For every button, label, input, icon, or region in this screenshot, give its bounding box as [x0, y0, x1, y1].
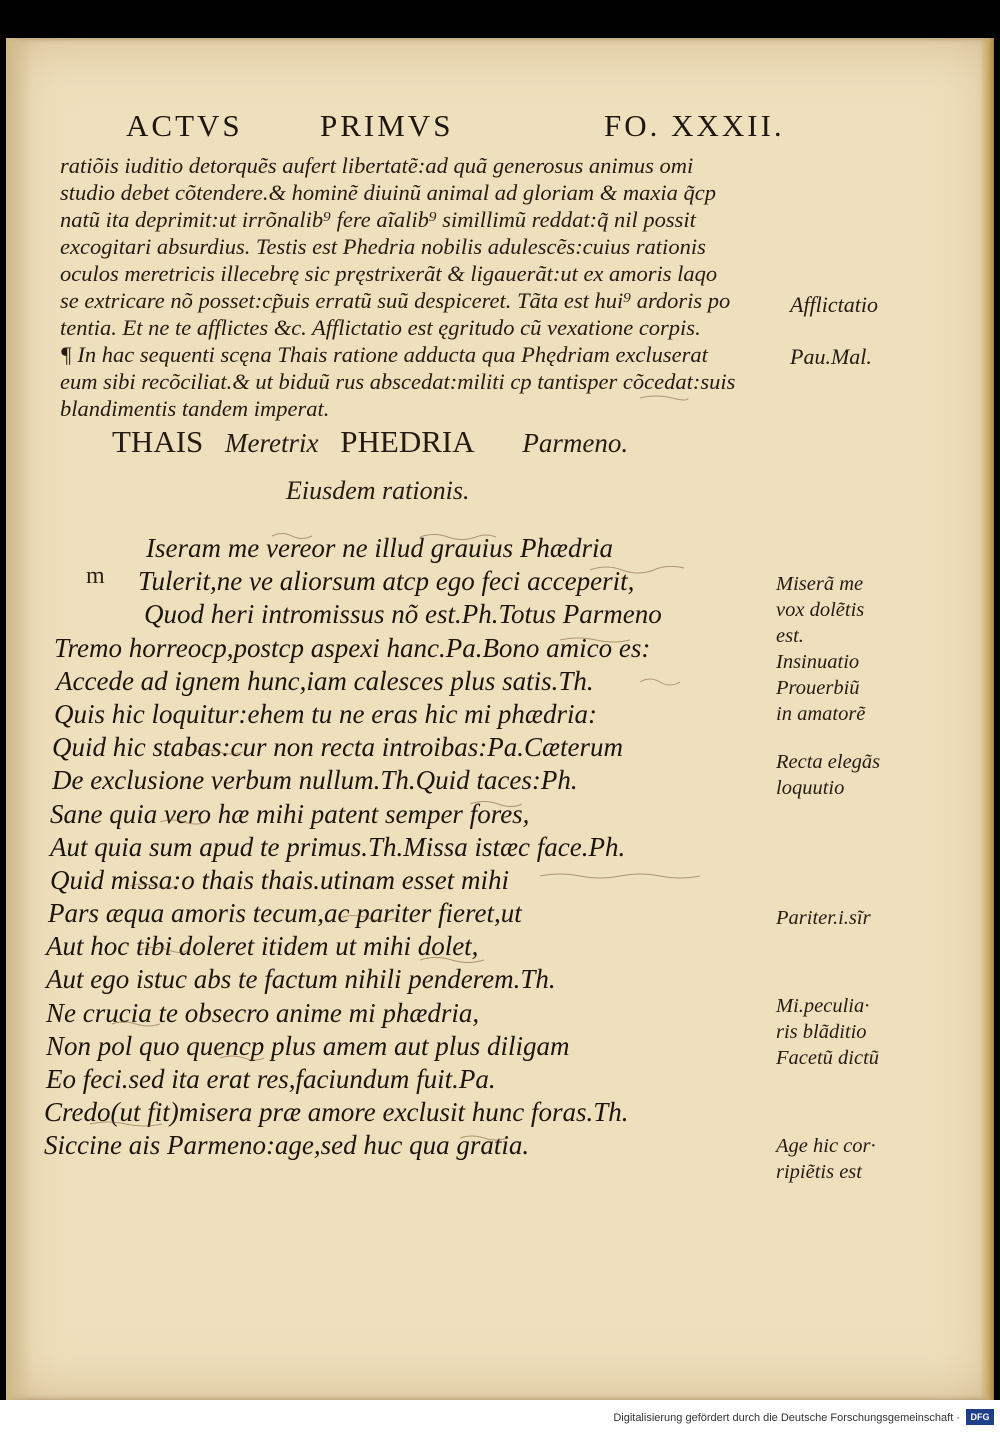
person-parmeno: Parmeno.	[522, 428, 629, 458]
header-primus: PRIMVS	[320, 108, 454, 143]
margin-note: Miserã me	[776, 573, 864, 595]
verse-line: Credo(ut fit)misera præ amore exclusit hunc foras.Th.	[44, 1097, 629, 1128]
gloss-stroke	[272, 534, 312, 539]
margin-note: ris blãditio	[776, 1021, 867, 1043]
gloss-stroke	[140, 948, 188, 953]
verse-line: Tremo horreocp,postcp aspexi hanc.Pa.Bono amico es:	[54, 632, 651, 663]
gloss-stroke	[540, 874, 700, 878]
gloss-stroke	[112, 1022, 160, 1026]
margin-note: Prouerbiũ	[776, 677, 860, 699]
margin-note: in amatorẽ	[776, 703, 866, 725]
margin-note: Mi.peculia·	[776, 995, 870, 1017]
commentary-line: blandimentis tandem imperat.	[60, 396, 330, 421]
verse-line: Quis hic loquitur:ehem tu ne eras hic mi phædria:	[54, 698, 597, 729]
gloss-stroke	[130, 884, 178, 888]
gloss-stroke	[460, 1136, 508, 1140]
commentary-line: tentia. Et ne te afflictes &c. Afflictatio est ęgritudo cũ vexatione corpis.	[60, 315, 701, 340]
gloss-stroke	[160, 820, 208, 824]
verse-line: Tulerit,ne ve aliorsum atcp ego feci acceperit,	[138, 566, 635, 597]
note-afflictatio: Afflictatio	[790, 292, 878, 317]
margin-note: Age hic cor·	[776, 1135, 876, 1157]
commentary-line: excogitari absurdius. Testis est Phedria nobilis adulescẽs:cuius rationis	[60, 234, 706, 259]
verse-line: Siccine ais Parmeno:age,sed huc qua gratia.	[44, 1130, 530, 1161]
margin-note: Facetũ dictũ	[776, 1047, 880, 1069]
margin-note: ripiẽtis est	[776, 1161, 862, 1183]
verse-line: Accede ad ignem hunc,iam calesces plus satis.Th.	[56, 665, 594, 696]
gloss-stroke	[560, 638, 630, 642]
commentary-line: oculos meretricis illecebrę sic pręstrixerãt & ligauerãt:ut ex amoris laqo	[60, 261, 718, 286]
verse-line: De exclusione verbum nullum.Th.Quid taces:Ph.	[52, 765, 578, 796]
dfg-logo: DFG	[966, 1409, 994, 1425]
verse-line: Quid hic stabas:cur non recta introibas:Pa.Cæterum	[52, 732, 623, 763]
gloss-stroke	[220, 1056, 264, 1060]
gloss-stroke	[590, 566, 684, 573]
verse-line: Quod heri intromissus nõ est.Ph.Totus Parmeno	[144, 599, 662, 630]
gloss-stroke	[640, 679, 680, 685]
funding-credit: Digitalisierung gefördert durch die Deutsche Forschungsgemeinschaft ·	[613, 1412, 960, 1424]
verse-line: Ne crucia te obsecro anime mi phædria,	[46, 997, 480, 1028]
margin-note: est.	[776, 625, 804, 647]
margin-note: Recta elegãs	[776, 751, 881, 773]
commentary-line: eum sibi recõciliat.& ut biduũ rus abscedat:militi cp tantisper cõcedat:suis	[60, 369, 736, 394]
person-phedria: PHEDRIA	[340, 424, 475, 459]
verse-line: Non pol quo quencp plus amem aut plus diligam	[46, 1030, 570, 1061]
gloss-stroke	[340, 916, 396, 921]
commentary-line: ratiõis iuditio detorquẽs aufert libertatẽ:ad quã generosus animus omi	[60, 153, 694, 178]
gloss-stroke	[470, 802, 522, 807]
person-meretrix: Meretrix	[225, 428, 319, 458]
verse-line: Aut quia sum apud te primus.Th.Missa istæc face.Ph.	[50, 831, 626, 862]
margin-note: vox dolẽtis	[776, 599, 865, 621]
verse-line: Aut ego istuc abs te factum nihili penderem.Th.	[46, 964, 556, 995]
verse-line: Eo feci.sed ita erat res,faciundum fuit.Pa.	[46, 1064, 496, 1094]
margin-note: Insinuatio	[776, 651, 860, 673]
scene-subtitle: Eiusdem rationis.	[286, 476, 470, 505]
folio-number: FO. XXXII.	[604, 108, 785, 143]
verse-line: Sane quia vero hæ mihi patent semper fores,	[50, 798, 530, 829]
verse-line: Iseram me vereor ne illud grauius Phædria	[146, 533, 613, 563]
person-thais: THAIS	[112, 424, 204, 459]
commentary-line: natũ ita deprimit:ut irrõnalib⁹ fere aĩalib⁹ simillimũ reddat:q̃ nil possit	[60, 207, 696, 232]
guide-letter: m	[86, 563, 105, 589]
verse-line: Aut hoc tibi doleret itidem ut mihi dolet,	[46, 931, 479, 962]
note-pau-mal: Pau.Mal.	[790, 344, 872, 369]
header-actus: ACTVS	[126, 108, 243, 143]
gloss-stroke	[90, 1122, 162, 1126]
margin-note: loquutio	[776, 777, 845, 799]
commentary-line: studio debet cõtendere.& hominẽ diuinũ animal ad gloriam & maxia q̃cp	[60, 180, 716, 205]
verse-line: Quid missa:o thais thais.utinam esset mihi	[50, 864, 510, 895]
gloss-stroke	[420, 535, 496, 540]
gloss-stroke	[640, 396, 688, 400]
verse-line: Pars æqua amoris tecum,ac pariter fieret,ut	[48, 898, 522, 929]
commentary-line: ¶ In hac sequenti scęna Thais ratione adducta qua Phędriam excluserat	[60, 342, 708, 367]
margin-note: Pariter.i.sĩr	[776, 907, 871, 929]
footer-bar	[0, 1400, 1000, 1436]
gloss-stroke	[420, 958, 484, 963]
commentary-line: se extricare nõ posset:cp̃uis erratũ suũ despiceret. Tãta est hui⁹ ardoris po	[60, 288, 731, 313]
gloss-stroke	[195, 750, 243, 754]
